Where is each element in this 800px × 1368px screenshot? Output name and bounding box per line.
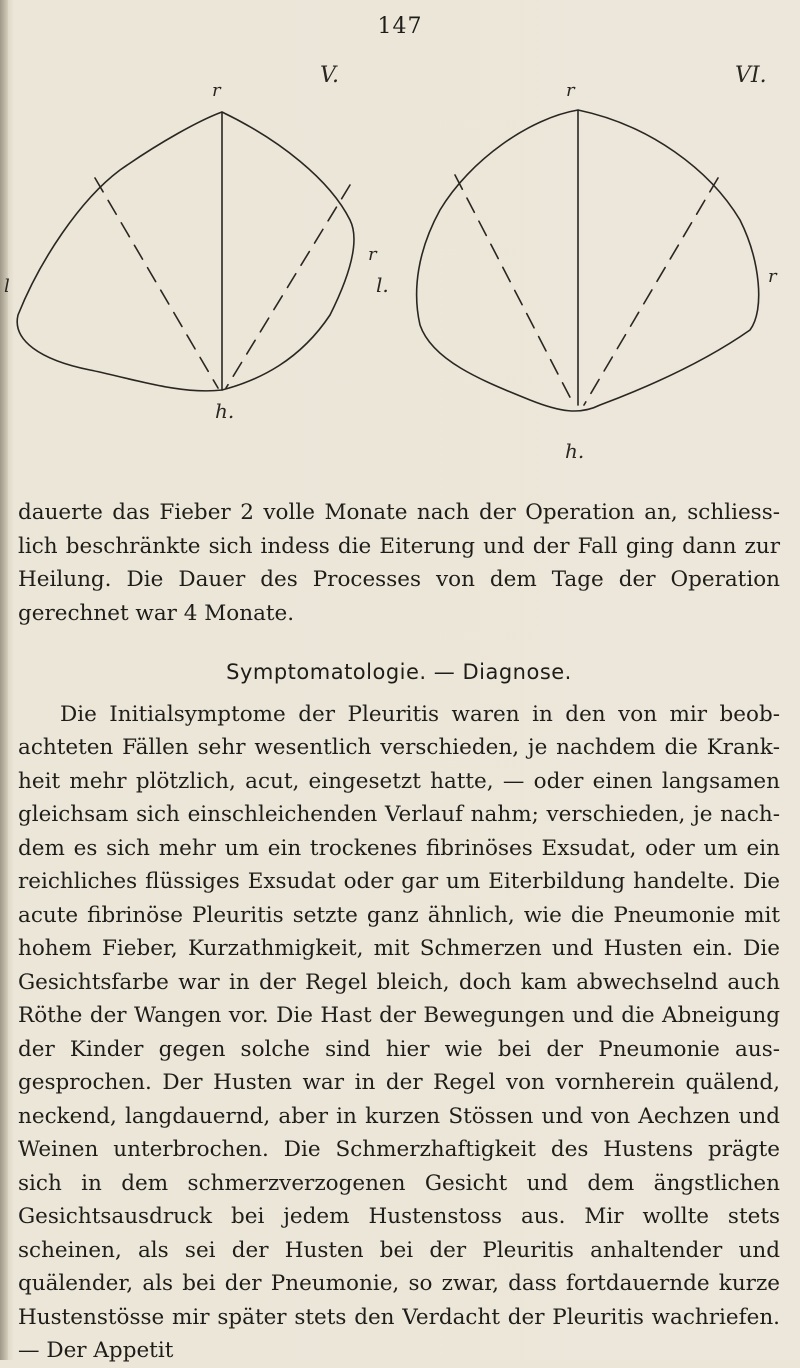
thorax-diagrams-svg — [0, 60, 800, 480]
section-heading: Symptomatologie. — Diagnose. — [226, 660, 572, 684]
left-diagram-dashed-diagonal-left — [95, 178, 218, 388]
right-diagram-top-letter: r — [566, 80, 575, 101]
left-diagram-bottom-label: h. — [215, 399, 235, 423]
left-diagram-outline — [17, 112, 354, 391]
thorax-diagrams-figure — [0, 60, 800, 480]
left-diagram-right-letter: r — [368, 244, 377, 265]
left-diagram-left-letter: l — [4, 276, 10, 297]
left-diagram-right-roman: l. — [376, 273, 389, 297]
paragraph-continuation: dauerte das Fieber 2 volle Monate nach der Operation an, schliesslich beschränkte sich indess die Eiterung und der Fall ging dann zur Heilung. Die Dauer des Processes von dem Tage der Operation gerechnet war 4 Monate. — [18, 500, 780, 626]
paragraph-symptomatology: Die Initialsymptome der Pleuritis waren in den von mir beobachteten Fällen sehr wesentlich verschieden, je nachdem die Krankheit mehr plötzlich, acut, eingesetzt hatte, — oder einen langsamen gleichsam sich einschleichenden Verlauf nahm; verschieden, je nachdem es sich mehr um ein trockenes fibrinöses Exsudat, oder um ein reichliches flüssiges Exsudat oder gar um Eiterbildung handelte. Die acute fibrinöse Pleuritis setzte ganz ähnlich, wie die Pneumonie mit hohem Fieber, Kurzathmigkeit, mit Schmerzen und Husten ein. Die Gesichtsfarbe war in der Regel bleich, doch kam abwechselnd auch Röthe der Wangen vor. Die Hast der Bewegungen und die Abneigung der Kinder gegen solche sind hier wie bei der Pneumonie ausgesprochen. Der Husten war in der Regel von vornherein quälend, neckend, langdauernd, aber in kurzen Stössen und von Aechzen und Weinen unterbrochen. Die Schmerzhaftigkeit des Hustens prägte sich in dem schmerzverzogenen Gesicht und dem ängstlichen Gesichtsausdruck bei jedem Hustenstoss aus. Mir wollte stets scheinen, als sei der Husten bei der Pleuritis anhaltender und quälender, als bei der Pneumonie, so zwar, dass fortdauernde kurze Hustenstösse mir später stets den Verdacht der Pleuritis wachriefen. — Der Appetit — [18, 701, 780, 1363]
right-diagram-roman-label: VI. — [735, 63, 767, 88]
left-diagram-roman-label: V. — [320, 63, 340, 88]
right-diagram-outline — [417, 110, 759, 411]
left-diagram-top-letter: r — [212, 80, 221, 101]
left-diagram-dashed-diagonal-right — [226, 185, 350, 388]
right-diagram-bottom-label: h. — [565, 439, 585, 463]
right-diagram-dashed-diagonal-right — [584, 178, 718, 405]
page-number: 147 — [377, 14, 423, 39]
right-diagram-right-letter: r — [768, 266, 777, 287]
right-diagram-dashed-diagonal-left — [455, 175, 574, 405]
body-text — [18, 496, 780, 1368]
